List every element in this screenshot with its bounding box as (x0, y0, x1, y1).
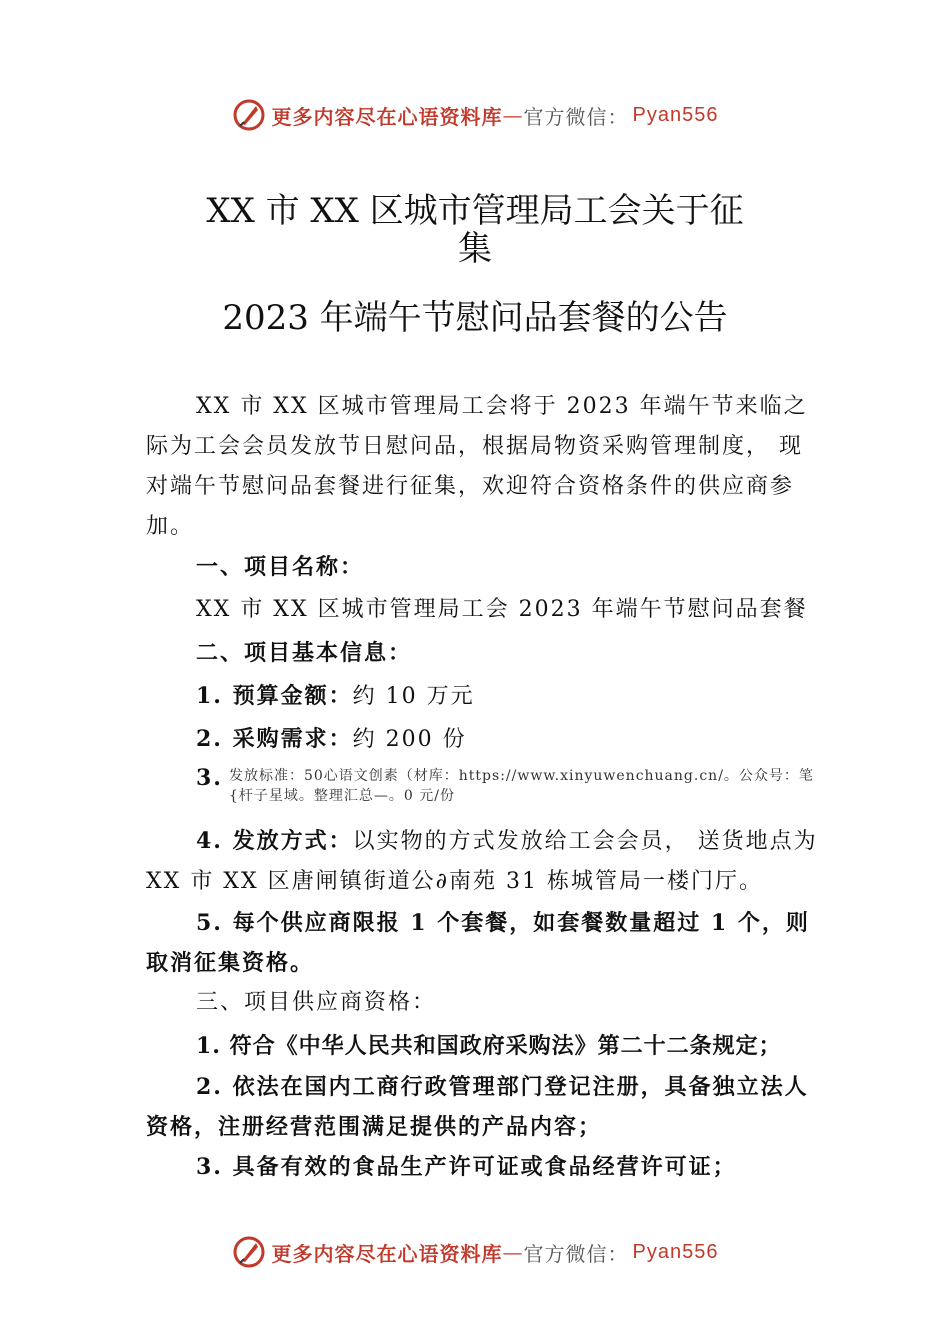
purchase-need-value: 约 200 份 (352, 727, 467, 752)
banner-dash: — (502, 1240, 524, 1264)
banner-dash: — (502, 103, 524, 127)
purchase-need-label: 2. 采购需求： (196, 726, 353, 752)
budget-label: 1. 预算金额： (196, 683, 353, 709)
section3-heading: 三、项目供应商资格： (196, 990, 437, 1015)
section2-item3 (196, 766, 836, 806)
section2-item5: 5. 每个供应商限报 1 个套餐，如套餐数量超过 1 个，则取消征集资格。 (146, 910, 810, 976)
section3-item1: 1. 符合《中华人民共和国政府采购法》第二十二条规定； (196, 1033, 782, 1059)
banner-brand-text: 更多内容尽在心语资料库 (271, 1241, 503, 1266)
document-title-line-2: 集 (458, 229, 492, 269)
standard-text: 发放标准：50心语文创素（材库：https://www.xinyuwenchuang.cn/。公众号：笔{杆子星域。整理汇总—。0 元/份 (228, 768, 814, 804)
budget-value: 约 10 万元 (352, 684, 475, 709)
document-title-line-1: XX 市 XX 区城市管理局工会关于征 (206, 191, 744, 231)
section3-item3: 3. 具备有效的食品生产许可证或食品经营许可证； (196, 1154, 737, 1180)
banner-wechat-label: 官方微信： (523, 1241, 629, 1266)
document-title-line-3: 2023 年端午节慰问品套餐的公告 (222, 298, 728, 338)
section1-heading: 一、项目名称： (196, 554, 365, 580)
intro-paragraph: XX 市 XX 区城市管理局工会将于 2023 年端午节来临之际为工会会员发放节日慰问品，根据局物资采购管理制度， 现对端午节慰问品套餐进行征集，欢迎符合资格条件的供应商参加。 (146, 394, 808, 539)
quill-logo-icon (232, 98, 266, 132)
footer-watermark-banner (0, 1232, 950, 1272)
section2-item2 (146, 719, 826, 760)
section2-item1 (146, 676, 826, 717)
quill-logo-icon (232, 1235, 266, 1269)
delivery-label: 4. 发放方式： (196, 828, 353, 854)
banner-wechat-id: Pyan556 (632, 103, 719, 126)
banner-wechat-id: Pyan556 (632, 1240, 719, 1263)
section1-text: XX 市 XX 区城市管理局工会 2023 年端午节慰问品套餐 (196, 597, 808, 622)
header-watermark-banner (0, 95, 950, 135)
banner-wechat-label: 官方微信： (523, 104, 629, 129)
section2-item4 (146, 821, 826, 902)
section3-item2: 2. 依法在国内工商行政管理部门登记注册，具备独立法人资格，注册经营范围满足提供的产品内容； (146, 1074, 809, 1140)
standard-number: 3. (196, 765, 223, 791)
banner-brand-text: 更多内容尽在心语资料库 (271, 104, 503, 129)
delivery-value: 以实物的方式发放给工会会员， 送货地点为 XX 市 XX 区唐闸镇街道公∂南苑 31 栋城管局一楼门厅。 (146, 829, 818, 894)
section2-heading: 二、项目基本信息： (196, 640, 413, 666)
